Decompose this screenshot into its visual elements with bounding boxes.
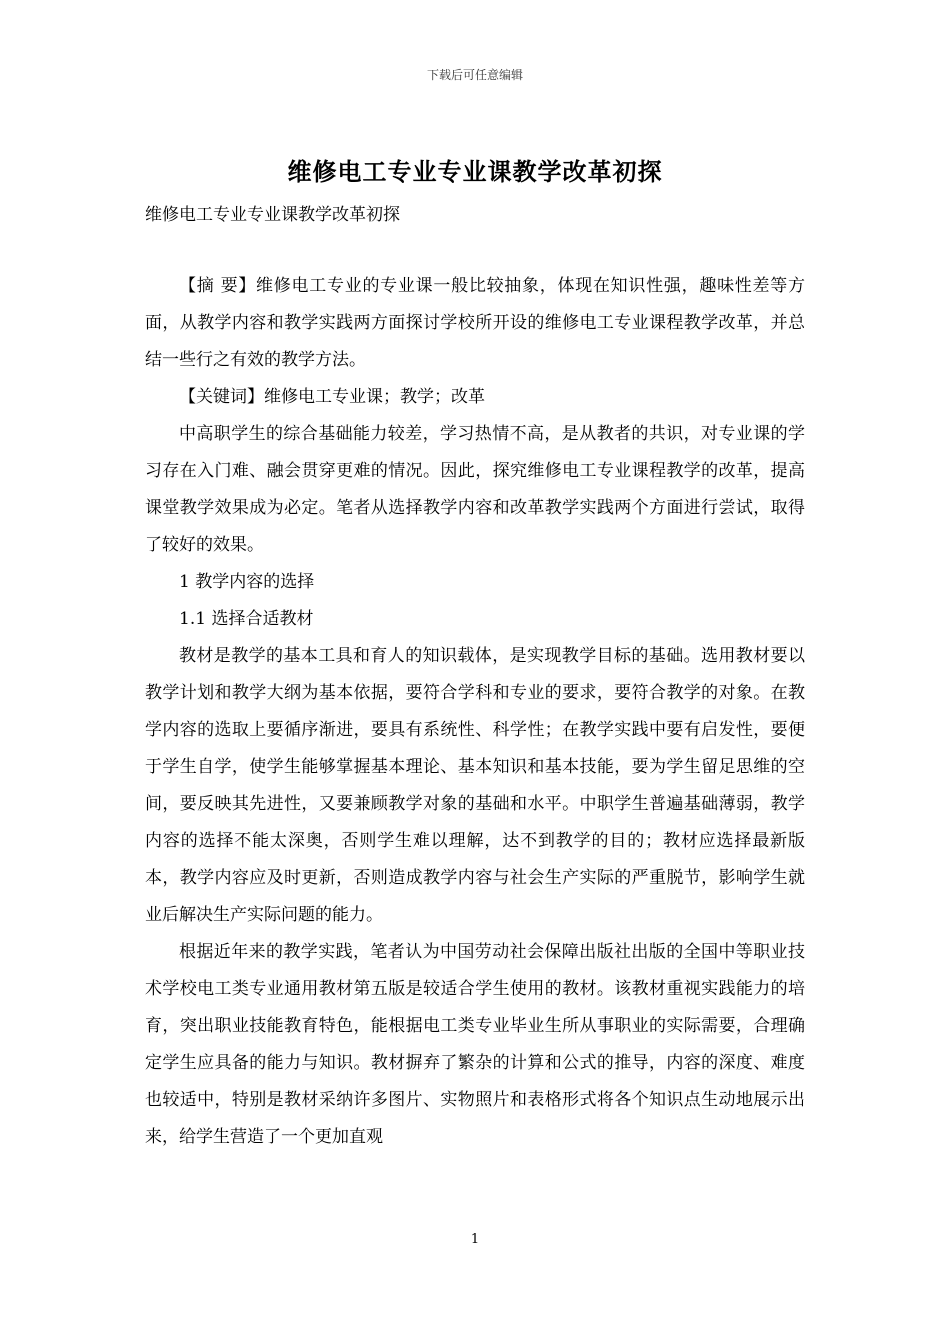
document-body bbox=[145, 268, 805, 1156]
abstract-paragraph: 【摘 要】维修电工专业的专业课一般比较抽象，体现在知识性强，趣味性差等方面，从教学内容和教学实践两方面探讨学校所开设的维修电工专业课程教学改革，并总结一些行之有效的教学方法。 bbox=[145, 276, 805, 370]
intro-paragraph: 中高职学生的综合基础能力较差，学习热情不高，是从教者的共识，对专业课的学习存在入门难、融会贯穿更难的情况。因此，探究维修电工专业课程教学的改革，提高课堂教学效果成为必定。笔者从选择教学内容和改革教学实践两个方面进行尝试，取得了较好的效果。 bbox=[145, 424, 805, 555]
document-title: 维修电工专业专业课教学改革初探 bbox=[287, 157, 663, 186]
section-heading-1: 1 教学内容的选择 bbox=[179, 572, 315, 592]
keywords-paragraph: 【关键词】维修电工专业课；教学；改革 bbox=[179, 387, 485, 407]
body-paragraph: 教材是教学的基本工具和育人的知识载体，是实现教学目标的基础。选用教材要以教学计划和教学大纲为基本依据，要符合学科和专业的要求，要符合教学的对象。在教学内容的选取上要循序渐进，要具有系统性、科学性；在教学实践中要有启发性，要便于学生自学，使学生能够掌握基本理论、基本知识和基本技能，要为学生留足思维的空间，要反映其先进性，又要兼顾教学对象的基础和水平。中职学生普遍基础薄弱，教学内容的选择不能太深奥，否则学生难以理解，达不到教学的目的；教材应选择最新版本，教学内容应及时更新，否则造成教学内容与社会生产实际的严重脱节，影响学生就业后解决生产实际问题的能力。 bbox=[145, 646, 805, 925]
document-subtitle: 维修电工专业专业课教学改革初探 bbox=[145, 205, 400, 225]
body-paragraph: 根据近年来的教学实践，笔者认为中国劳动社会保障出版社出版的全国中等职业技术学校电工类专业通用教材第五版是较适合学生使用的教材。该教材重视实践能力的培育，突出职业技能教育特色，能根据电工类专业毕业生所从事职业的实际需要，合理确定学生应具备的能力与知识。教材摒弃了繁杂的计算和公式的推导，内容的深度、难度也较适中，特别是教材采纳许多图片、实物照片和表格形式将各个知识点生动地展示出来，给学生营造了一个更加直观 bbox=[145, 942, 805, 1147]
header-note: 下载后可任意编辑 bbox=[426, 68, 523, 82]
page-number: 1 bbox=[470, 1232, 480, 1247]
section-heading-1-1: 1.1 选择合适教材 bbox=[179, 609, 314, 629]
